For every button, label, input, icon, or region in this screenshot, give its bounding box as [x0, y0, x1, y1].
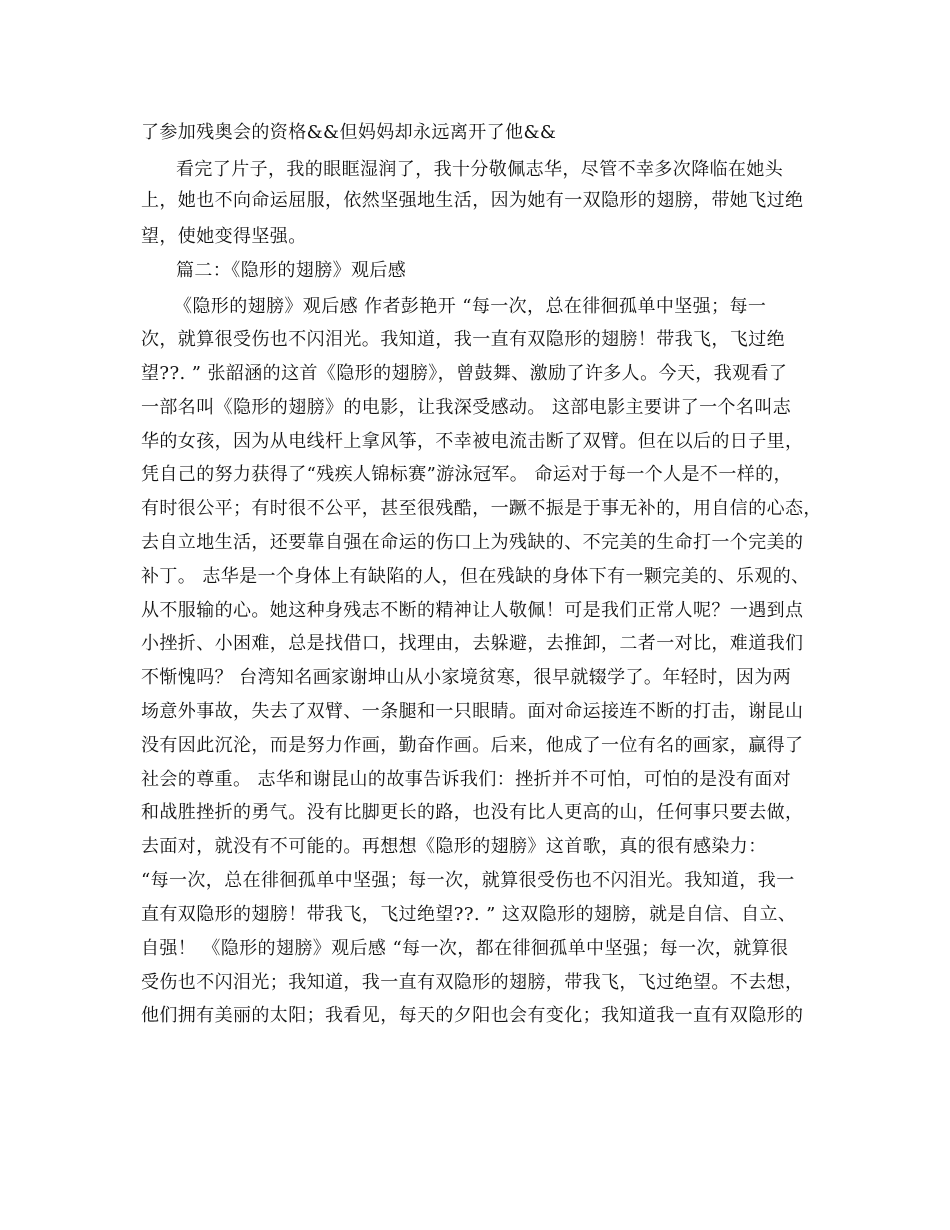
text-line: “每一次，总在徘徊孤单中坚强；每一次，就算很受伤也不闪泪光。我知道，我一: [141, 870, 795, 891]
text-line: 望??. ” 张韶涵的这首《隐形的翅膀》，曾鼓舞、激励了许多人。今天，我观看了: [141, 363, 788, 384]
text-line: 看完了片子，我的眼眶湿润了，我十分敬佩志华，尽管不幸多次降临在她头: [176, 159, 784, 180]
text-line: 直有双隐形的翅膀！带我飞，飞过绝望??. ” 这双隐形的翅膀，就是自信、自立、: [141, 904, 797, 925]
text-line: 华的女孩，因为从电线杆上拿风筝，不幸被电流击断了双臂。但在以后的日子里，: [141, 431, 804, 452]
text-line: 受伤也不闪泪光；我知道，我一直有双隐形的翅膀，带我飞，飞过绝望。不去想，: [141, 972, 804, 993]
text-line: 去面对，就没有不可能的。再想想《隐形的翅膀》这首歌，真的很有感染力：: [141, 836, 767, 857]
text-line: 《隐形的翅膀》观后感 作者彭艳开 “每一次，总在徘徊孤单中坚强；每一: [174, 296, 767, 317]
text-line: 和战胜挫折的勇气。没有比脚更长的路，也没有比人更高的山，任何事只要去做，: [141, 802, 804, 823]
text-line: 不惭愧吗？ 台湾知名画家谢坤山从小家境贫寒，很早就辍学了。年轻时，因为两: [141, 667, 792, 688]
text-line: 他们拥有美丽的太阳；我看见，每天的夕阳也会有变化；我知道我一直有双隐形的: [141, 1005, 804, 1026]
text-line: 望，使她变得坚强。: [141, 226, 307, 247]
text-line: 去自立地生活，还要靠自强在命运的伤口上为残缺的、不完美的生命打一个完美的: [141, 532, 804, 553]
text-line: 没有因此沉沦，而是努力作画，勤奋作画。后来，他成了一位有名的画家，赢得了: [141, 735, 804, 756]
text-line: 自强！ 《隐形的翅膀》观后感 “每一次，都在徘徊孤单中坚强；每一次，就算很: [141, 938, 789, 959]
text-line: 从不服输的心。她这种身残志不断的精神让人敬佩！可是我们正常人呢？一遇到点: [141, 600, 804, 621]
text-line: 上，她也不向命运屈服，依然坚强地生活，因为她有一双隐形的翅膀，带她飞过绝: [141, 190, 804, 211]
section-heading: 篇二：《隐形的翅膀》观后感: [176, 260, 407, 281]
text-line: 补丁。 志华是一个身体上有缺陷的人，但在残缺的身体下有一颗完美的、乐观的、: [141, 566, 810, 587]
text-line: 有时很公平；有时很不公平，甚至很残酷，一蹶不振是于事无补的，用自信的心态，: [141, 498, 822, 519]
text-line: 场意外事故，失去了双臂、一条腿和一只眼睛。面对命运接连不断的打击，谢昆山: [141, 701, 804, 722]
text-line: 了参加残奥会的资格&&但妈妈却永远离开了他&&: [141, 122, 557, 143]
text-line: 次，就算很受伤也不闪泪光。我知道，我一直有双隐形的翅膀！带我飞，飞过绝: [141, 329, 785, 350]
text-line: 小挫折、小困难，总是找借口，找理由，去躲避，去推卸，二者一对比，难道我们: [141, 633, 804, 654]
text-line: 凭自己的努力获得了“残疾人锦标赛”游泳冠军。 命运对于每一个人是不一样的，: [141, 464, 792, 485]
text-line: 社会的尊重。 志华和谢昆山的故事告诉我们：挫折并不可怕，可怕的是没有面对: [141, 769, 792, 790]
text-line: 一部名叫《隐形的翅膀》的电影，让我深受感动。 这部电影主要讲了一个名叫志: [141, 397, 792, 418]
